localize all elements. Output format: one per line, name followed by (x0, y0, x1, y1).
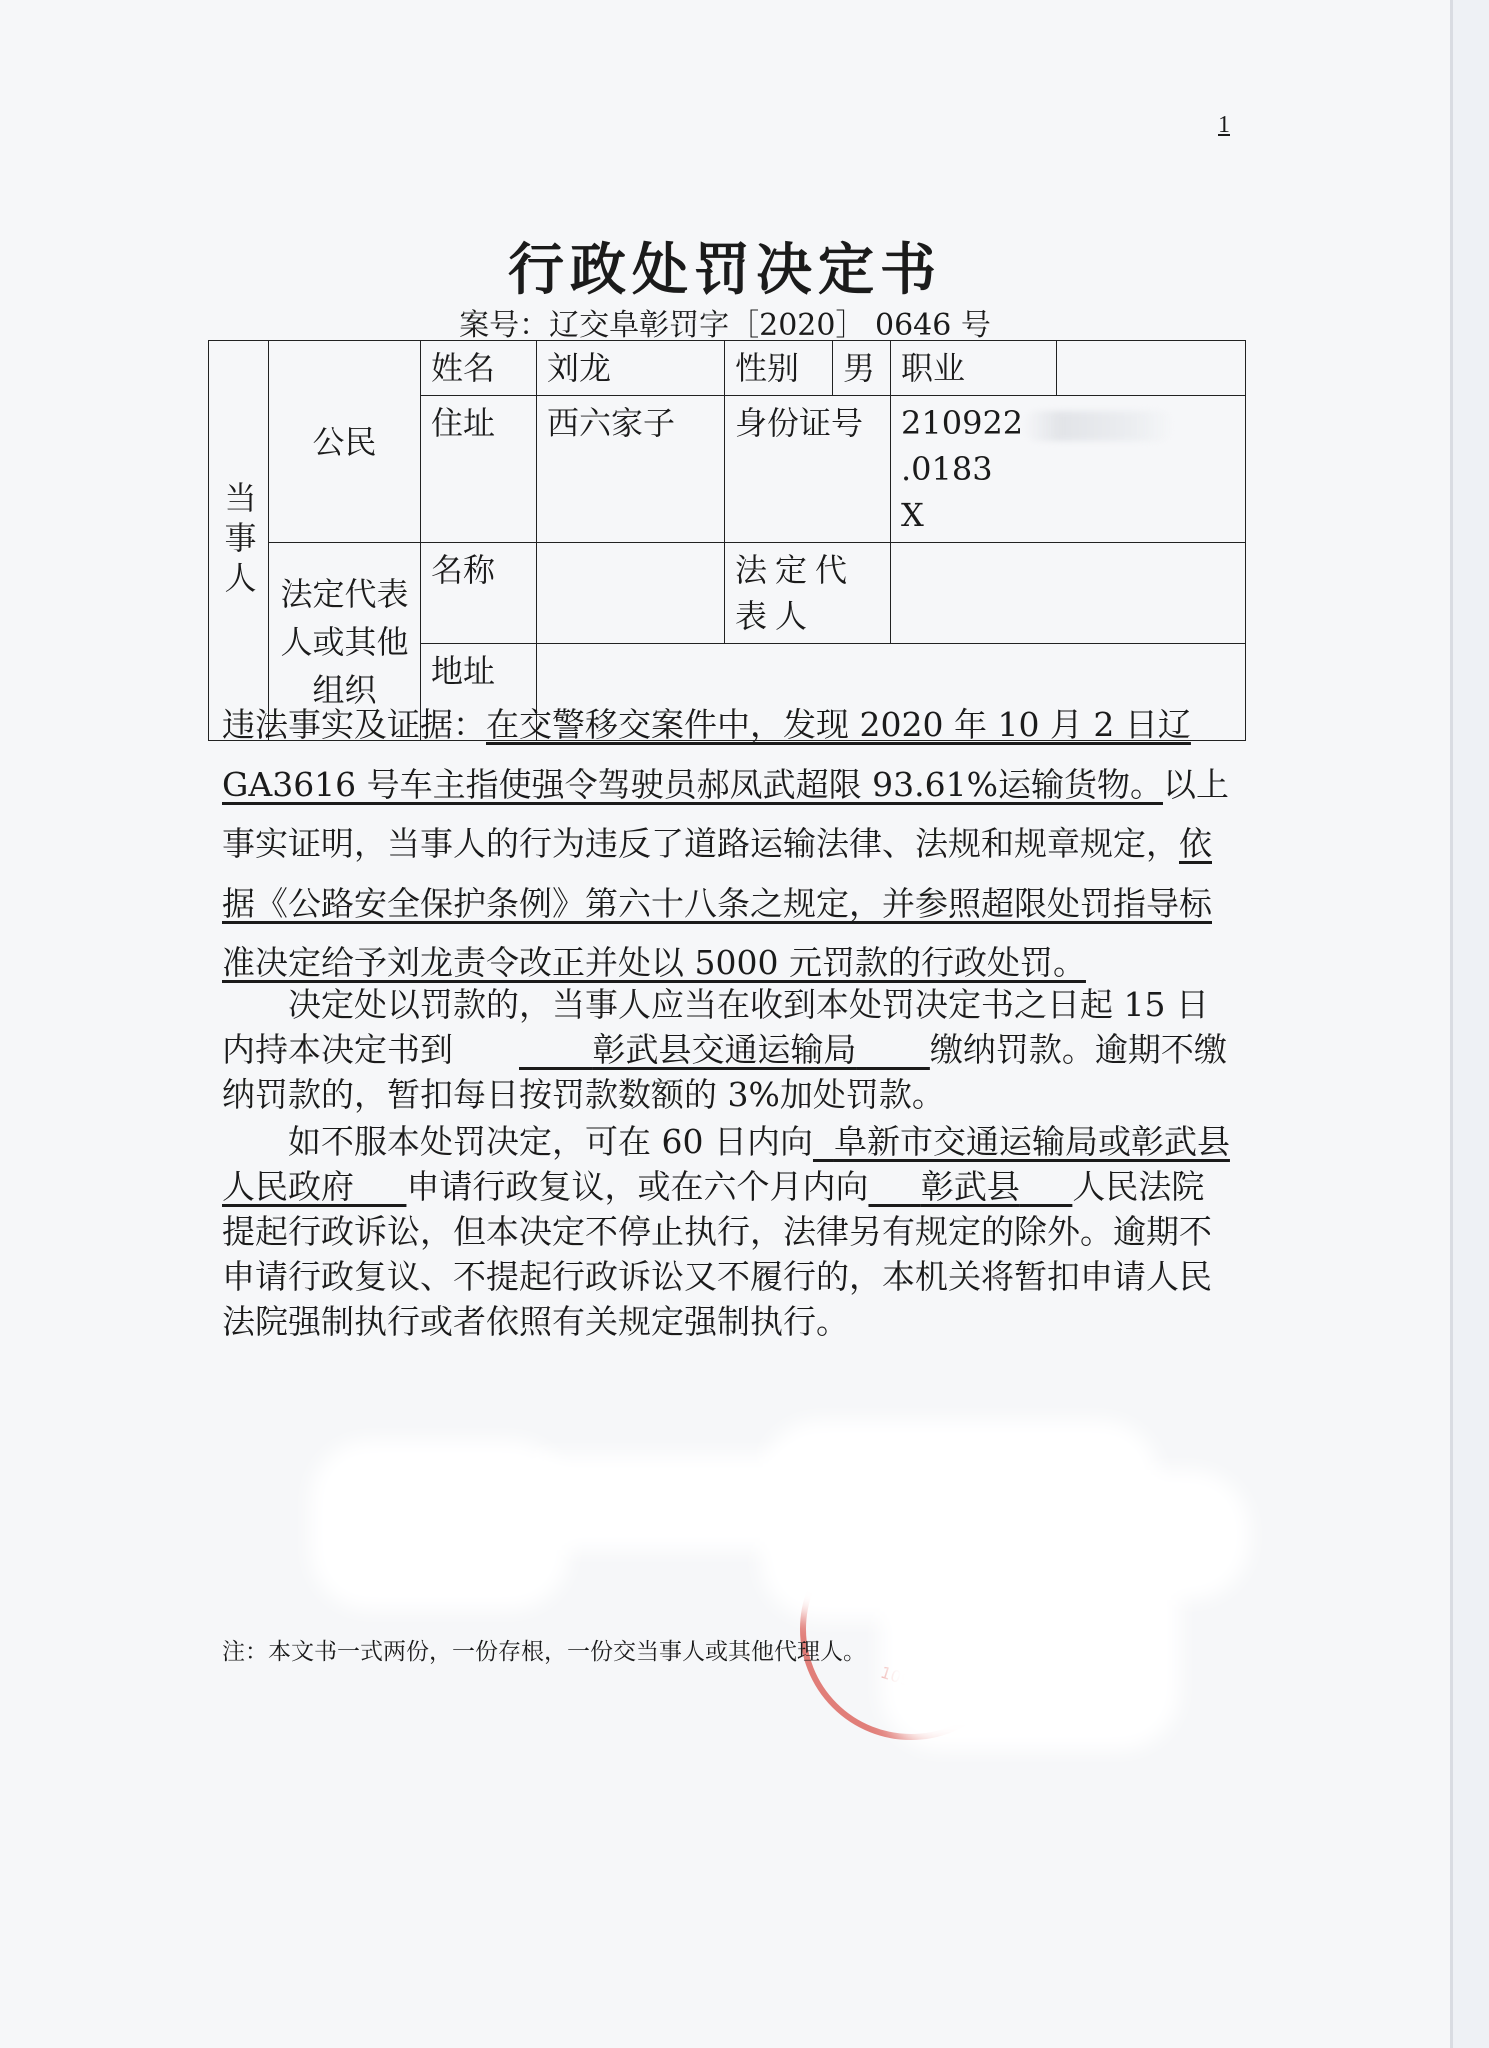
org-address-label: 地址 (421, 644, 537, 741)
name-label: 姓名 (421, 341, 537, 396)
facts-underlined-1: 在交警移交案件中，发现 2020 年 10 月 2 日辽GA3616 号车主指使强令驾驶员郝凤武超限 93.61%运输货物。 (222, 705, 1191, 804)
party-section-label: 当事人 (209, 341, 269, 741)
org-label: 法定代表人或其他组织 (269, 543, 421, 741)
id-value-start: 210922 (901, 404, 1024, 442)
redaction-mark (1050, 1470, 1250, 1600)
facts-paragraph (222, 695, 1232, 993)
id-label: 身份证号 (725, 396, 891, 543)
address-value: 西六家子 (537, 396, 725, 543)
appeal-review-agency-text: 阜新市交通运输局或彰武县人民政府 (222, 1122, 1230, 1206)
gender-value: 男 (833, 341, 891, 396)
gender-label: 性别 (725, 341, 833, 396)
redacted-id-digits (1023, 411, 1173, 441)
footnote: 注：本文书一式两份，一份存根，一份交当事人或其他代理人。 (222, 1639, 866, 1665)
occupation-label: 职业 (891, 341, 1057, 396)
occupation-value (1057, 341, 1246, 396)
citizen-label: 公民 (269, 341, 421, 543)
appeal-text-2: 申请行政复议，或在六个月内向 (406, 1167, 869, 1206)
appeal-text-1: 如不服本处罚决定，可在 60 日内向 (288, 1122, 813, 1161)
payment-text-2: 缴纳罚款。逾期不缴纳罚款的，暂扣每日按罚款数额的 3%加处罚款。 (222, 1030, 1227, 1114)
document-title: 行政处罚决定书 (508, 238, 942, 303)
name-value: 刘龙 (537, 341, 725, 396)
party-table (208, 340, 1246, 741)
org-name-label: 名称 (421, 543, 537, 644)
payment-paragraph (222, 982, 1232, 1117)
id-value-tail: X (901, 496, 924, 534)
payment-agency (453, 1027, 930, 1072)
id-value-end: .0183 (901, 450, 993, 488)
appeal-paragraph (222, 1119, 1232, 1344)
payment-text-1: 决定处以罚款的，当事人应当在收到本处罚决定书之日起 15 日内持本决定书到 (222, 985, 1209, 1069)
case-number: 案号：辽交阜彰罚字［2020］ 0646 号 (459, 308, 991, 343)
payment-agency-text: 彰武县交通运输局 (592, 1030, 857, 1069)
legal-rep-value (891, 543, 1246, 644)
address-label: 住址 (421, 396, 537, 543)
id-value (891, 396, 1246, 543)
appeal-court (868, 1167, 1072, 1206)
facts-plain: 以上事实证明，当事人的行为违反了道路运输法律、法规和规章规定， (222, 764, 1229, 863)
facts-underlined-2: 依据《公路安全保护条例》第六十八条之规定，并参照超限处罚指导标准决定给予刘龙责令改正并处以 5000 元罚款的行政处罚。 (222, 824, 1212, 982)
appeal-court-text: 彰武县 (920, 1167, 1020, 1206)
org-name-value (537, 543, 725, 644)
facts-label: 违法事实及证据： (222, 705, 486, 744)
appeal-text-3: 人民法院提起行政诉讼，但本决定不停止执行，法律另有规定的除外。逾期不申请行政复议、不提起行政诉讼又不履行的，本机关将暂扣申请人民法院强制执行或者依照有关规定强制执行。 (222, 1167, 1212, 1341)
page-number: 1 (1218, 112, 1230, 138)
legal-rep-label: 法定代表人 (725, 543, 891, 644)
